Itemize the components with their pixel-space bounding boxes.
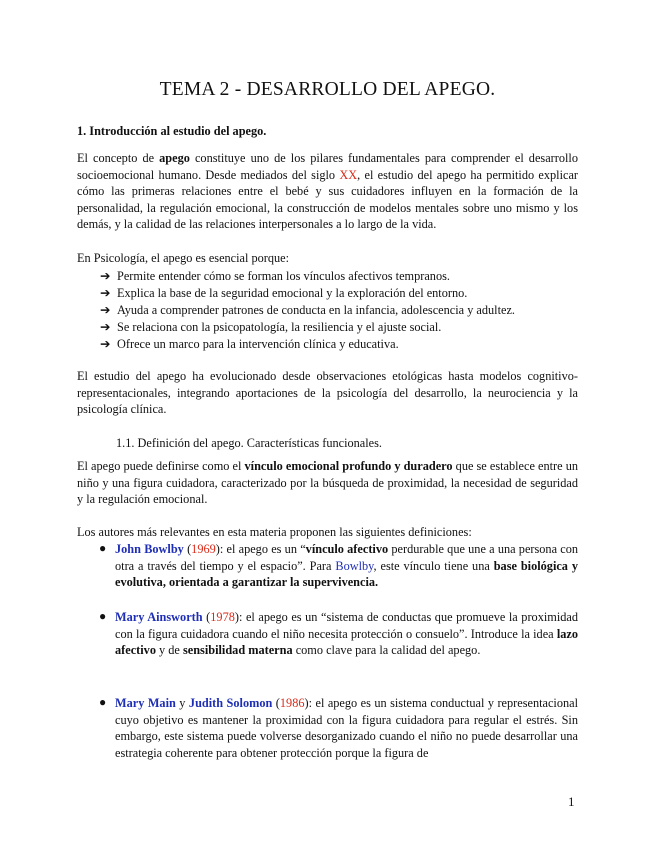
text-run: : el apego es un “sistema de conductas que promueve la proximidad con la figura cuidadora cuando el niño necesita protección o consuelo”. Introduce la idea bbox=[115, 610, 578, 641]
right-arrow-icon: ➔ bbox=[100, 286, 111, 300]
text-run: y bbox=[175, 696, 189, 710]
bullet-dot-icon: ● bbox=[99, 541, 107, 555]
arrow-list-item bbox=[100, 285, 515, 302]
text-run: y de bbox=[155, 643, 183, 657]
bold-term: vínculo afectivo bbox=[305, 542, 389, 556]
right-arrow-icon: ➔ bbox=[100, 337, 111, 351]
year-link[interactable]: 1978 bbox=[210, 610, 235, 624]
author-link-main[interactable]: Mary Main bbox=[115, 696, 176, 710]
arrow-list-item bbox=[100, 319, 515, 336]
list-item-text: Ayuda a comprender patrones de conducta en la infancia, adolescencia y adultez. bbox=[117, 303, 515, 317]
text-run: , este vínculo tiene una bbox=[373, 558, 494, 573]
paragraph-concepto-apego bbox=[77, 150, 578, 233]
bold-term: lazo afectivo bbox=[115, 626, 578, 657]
bullet-text: Mary Ainsworth (1978): el apego es un “sistema de conductas que promueve la proximidad con la figura cuidadora cuando el niño necesita protección o consuelo”. Introduce la idea lazo afectivo y de sensibilidad materna como clave para la calidad del apego. bbox=[115, 610, 578, 657]
subsection-heading-definicion: 1.1. Definición del apego. Características funcionales. bbox=[116, 436, 382, 450]
text-run: constituye uno de los pilares fundamentales para comprender el desarrollo socioemocional humano. Desde mediados del siglo bbox=[77, 151, 578, 182]
bold-term: sensibilidad materna bbox=[182, 643, 293, 657]
arrow-list-item bbox=[100, 268, 515, 285]
year-link[interactable]: 1986 bbox=[279, 696, 305, 710]
arrow-list-item bbox=[100, 336, 515, 353]
bullet-text: Mary Main y Judith Solomon (1986): el apego es un sistema conductual y representacional cuyo objetivo es mantener la proximidad con la figura cuidadora para regular el estrés. Sin embargo, este sistema puede volverse desorganizado cuando el niño no puede desarrollar una estrategia coherente para obtener protección porque la figura de bbox=[115, 696, 579, 760]
list-item-text: Se relaciona con la psicopatología, la resiliencia y el ajuste social. bbox=[117, 320, 442, 334]
list-item-text: Permite entender cómo se forman los vínculos afectivos tempranos. bbox=[117, 269, 450, 283]
bold-term-apego: apego bbox=[159, 151, 190, 165]
century-link[interactable]: XX bbox=[339, 167, 358, 182]
bold-term-vinculo: vínculo emocional profundo y duradero bbox=[244, 459, 453, 473]
document-title: TEMA 2 - DESARROLLO DEL APEGO. bbox=[159, 79, 496, 100]
right-arrow-icon: ➔ bbox=[100, 303, 111, 317]
list-item-text: Ofrece un marco para la intervención clínica y educativa. bbox=[117, 337, 399, 351]
author-link-bowlby-ref[interactable]: Bowlby bbox=[335, 558, 374, 573]
paragraph-definicion-apego bbox=[77, 458, 578, 508]
bullet-text: John Bowlby (1969): el apego es un “vínculo afectivo perdurable que une a una persona con otra a través del tiempo y el espacio”. Para Bowlby, este vínculo tiene una base biológica y evolutiva, orientada a garantizar la supervivencia. bbox=[115, 542, 579, 589]
section-heading-introduccion: 1. Introducción al estudio del apego. bbox=[77, 124, 267, 138]
year-link[interactable]: 1969 bbox=[191, 542, 216, 556]
right-arrow-icon: ➔ bbox=[100, 269, 111, 283]
bold-term: base biológica y evolutiva, orientada a garantizar la supervivencia. bbox=[115, 558, 578, 589]
text-run: que se establece entre un niño y una figura cuidadora, caracterizado por la búsqueda de proximidad, la necesidad de seguridad y la regulación emocional. bbox=[77, 459, 579, 506]
author-link-bowlby[interactable]: John Bowlby bbox=[115, 542, 184, 556]
arrow-list bbox=[100, 268, 515, 353]
list-intro-text: En Psicología, el apego es esencial porque: bbox=[77, 251, 290, 265]
text-run: , el estudio del apego ha permitido explicar cómo las primeras relaciones entre el bebé y sus cuidadores influyen en la formación de la personalidad, la regulación emocional, la construcción de modelos mentales sobre uno mismo y los demás, y la calidad de las relaciones interpersonales a lo largo de la vida. bbox=[77, 167, 578, 231]
text-run: : el apego es un sistema conductual y representacional cuyo objetivo es mantener la proximidad con la figura cuidadora para regular el estrés. Sin embargo, este sistema puede volverse desorganizado cuando el niño no puede desarrollar una estrategia coherente para obtener protección porque la figura de bbox=[115, 696, 579, 760]
text-run: El apego puede definirse como el bbox=[77, 459, 245, 473]
text-run: perdurable que une a una persona con otra a través del tiempo y el espacio”. Para bbox=[115, 542, 579, 573]
paragraph-autores: Los autores más relevantes en esta materia proponen las siguientes definiciones: bbox=[77, 525, 472, 539]
author-link-ainsworth[interactable]: Mary Ainsworth bbox=[115, 610, 203, 624]
bullet-dot-icon: ● bbox=[99, 609, 107, 623]
page-number: 1 bbox=[568, 794, 575, 809]
arrow-list-item bbox=[100, 302, 515, 319]
list-item-text: Explica la base de la seguridad emocional y la exploración del entorno. bbox=[117, 286, 468, 300]
bullet-dot-icon: ● bbox=[99, 695, 107, 709]
text-run: : el apego es un “ bbox=[219, 542, 306, 556]
text-run: como clave para la calidad del apego. bbox=[292, 643, 481, 657]
paragraph-evolucion-estudio: El estudio del apego ha evolucionado desde observaciones etológicas hasta modelos cognitivo-representacionales, integrando aportaciones de la psicología del desarrollo, la neurociencia y la psicología clínica. bbox=[77, 369, 578, 416]
text-run: El concepto de bbox=[77, 151, 160, 165]
right-arrow-icon: ➔ bbox=[100, 320, 111, 334]
author-link-solomon[interactable]: Judith Solomon bbox=[188, 696, 273, 710]
